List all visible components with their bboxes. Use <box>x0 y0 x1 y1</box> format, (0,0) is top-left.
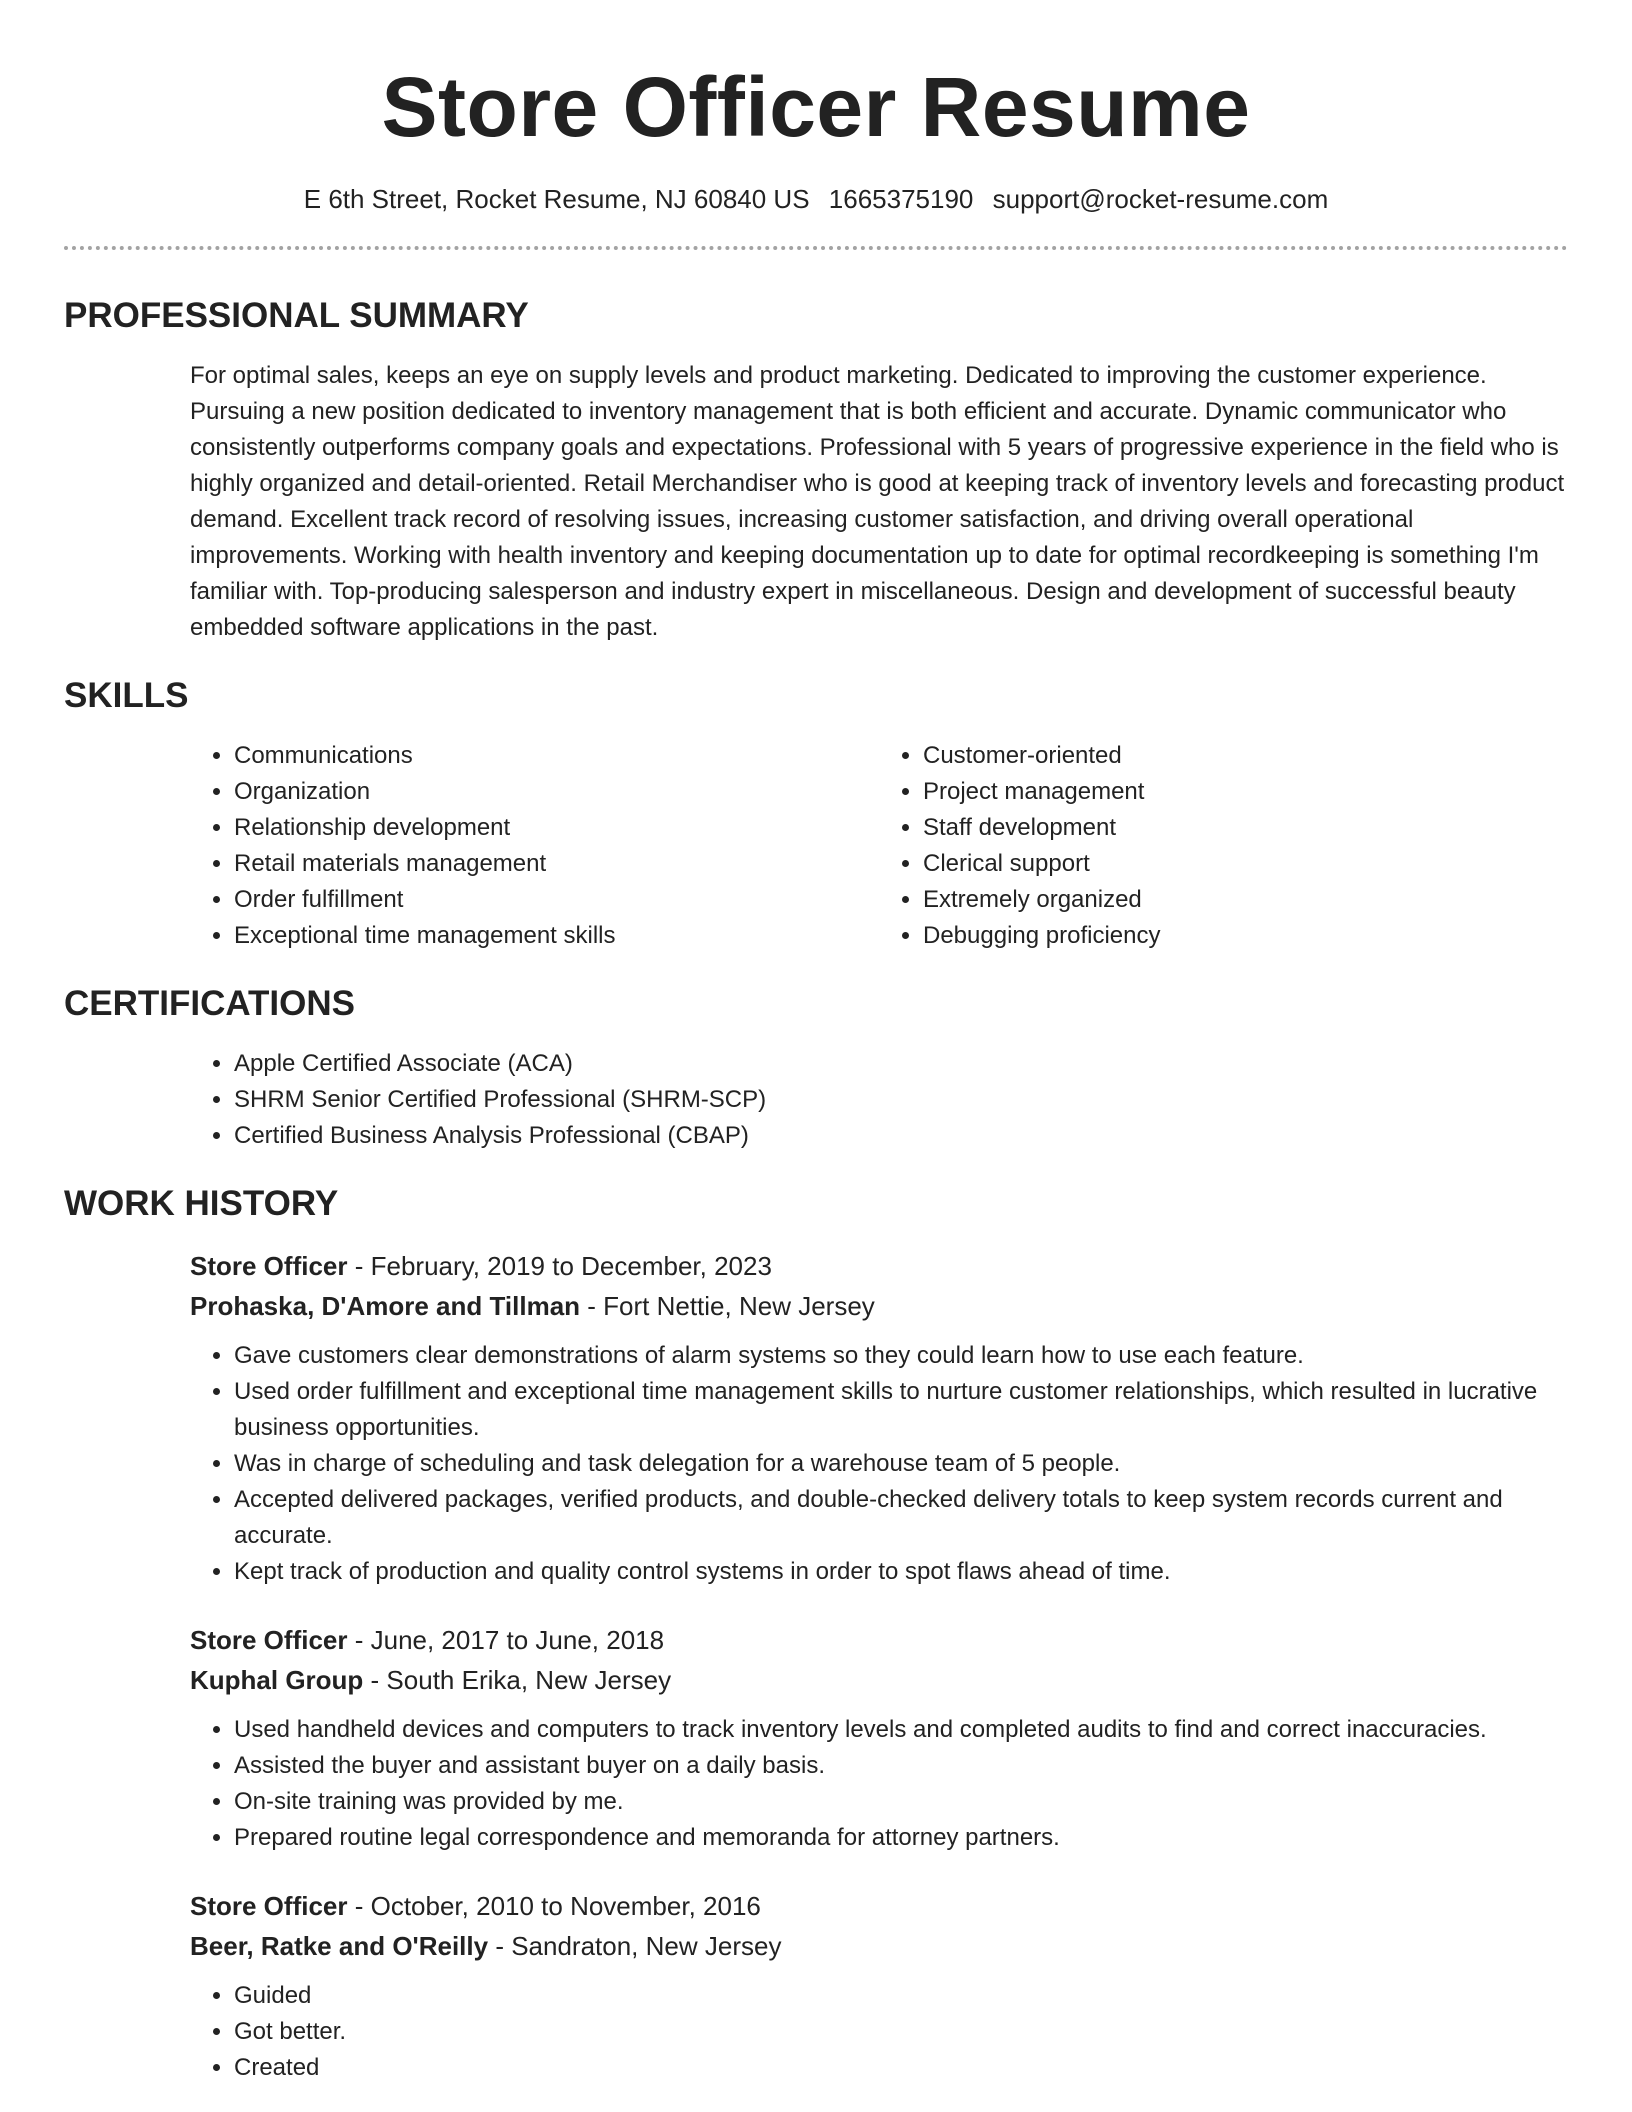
job-title: Store Officer <box>190 1625 348 1655</box>
work-history-section <box>64 1182 1568 2086</box>
certifications-heading: CERTIFICATIONS <box>64 984 356 1023</box>
job-entry <box>190 1886 1568 2086</box>
job-company: Prohaska, D'Amore and Tillman <box>190 1291 581 1321</box>
job-entry <box>190 1620 1568 1856</box>
skill-item: • Relationship development <box>234 810 879 846</box>
job-bullet: • Used order fulfillment and exceptional time management skills to nurture customer relationships, which resulted in lucrative business opportunities. <box>234 1374 1568 1446</box>
job-bullet: • Guided <box>234 1978 1568 2014</box>
skill-item: • Customer-oriented <box>923 738 1568 774</box>
job-company-line <box>190 1926 1568 1966</box>
job-bullets <box>190 1978 1568 2086</box>
work-history-heading: WORK HISTORY <box>64 1184 339 1223</box>
summary-text: For optimal sales, keeps an eye on supply levels and product marketing. Dedicated to improving the customer experience. Pursuing a new position dedicated to inventory management that is both efficient and accurate. Dynamic communicator who consistently outperforms company goals and expectations. Professional with 5 years of progressive experience in the field who is highly organized and detail-oriented. Retail Merchandiser who is good at keeping track of inventory levels and forecasting product demand. Excellent track record of resolving issues, increasing customer satisfaction, and driving overall operational improvements. Working with health inventory and keeping documentation up to date for optimal recordkeeping is something I'm familiar with. Top-producing salesperson and industry expert in miscellaneous. Design and development of successful beauty embedded software applications in the past. <box>190 362 1565 641</box>
job-company: Kuphal Group <box>190 1665 364 1695</box>
certifications-list <box>190 1046 1568 1154</box>
job-bullet: • Gave customers clear demonstrations of alarm systems so they could learn how to use each feature. <box>234 1338 1568 1374</box>
job-dates: - October, 2010 to November, 2016 <box>347 1891 761 1921</box>
job-bullet: • Kept track of production and quality control systems in order to spot flaws ahead of time. <box>234 1554 1568 1590</box>
job-title-line <box>190 1886 1568 1926</box>
skills-column-left <box>190 738 879 954</box>
job-title-line <box>190 1246 1568 1286</box>
job-title: Store Officer <box>190 1891 348 1921</box>
contact-email[interactable]: support@rocket-resume.com <box>992 184 1329 214</box>
certification-item: • Certified Business Analysis Professional (CBAP) <box>234 1118 1568 1154</box>
skill-item: • Staff development <box>923 810 1568 846</box>
skill-item: • Debugging proficiency <box>923 918 1568 954</box>
job-bullet: • Assisted the buyer and assistant buyer on a daily basis. <box>234 1748 1568 1784</box>
job-location: - Sandraton, New Jersey <box>488 1931 782 1961</box>
job-bullet: • Was in charge of scheduling and task delegation for a warehouse team of 5 people. <box>234 1446 1568 1482</box>
skill-item: • Exceptional time management skills <box>234 918 879 954</box>
contact-phone: 1665375190 <box>828 184 974 214</box>
job-entry <box>190 1246 1568 1590</box>
job-title-line <box>190 1620 1568 1660</box>
job-company-line <box>190 1660 1568 1700</box>
resume-title: Store Officer Resume <box>381 60 1251 154</box>
skills-column-right <box>879 738 1568 954</box>
job-title: Store Officer <box>190 1251 348 1281</box>
skill-item: • Communications <box>234 738 879 774</box>
job-bullet: • On-site training was provided by me. <box>234 1784 1568 1820</box>
job-company-line <box>190 1286 1568 1326</box>
header-divider <box>64 246 1568 250</box>
contact-line <box>0 182 1632 216</box>
skill-item: • Project management <box>923 774 1568 810</box>
job-bullet: • Prepared routine legal correspondence and memoranda for attorney partners. <box>234 1820 1568 1856</box>
skills-heading: SKILLS <box>64 676 189 715</box>
job-bullet: • Got better. <box>234 2014 1568 2050</box>
job-dates: - February, 2019 to December, 2023 <box>347 1251 772 1281</box>
summary-heading: PROFESSIONAL SUMMARY <box>64 296 529 335</box>
job-dates: - June, 2017 to June, 2018 <box>347 1625 665 1655</box>
job-location: - Fort Nettie, New Jersey <box>580 1291 875 1321</box>
job-bullet: • Accepted delivered packages, verified products, and double-checked delivery totals to keep system records current and accurate. <box>234 1482 1568 1554</box>
job-bullets <box>190 1712 1568 1856</box>
job-location: - South Erika, New Jersey <box>363 1665 672 1695</box>
certification-item: • Apple Certified Associate (ACA) <box>234 1046 1568 1082</box>
job-company: Beer, Ratke and O'Reilly <box>190 1931 489 1961</box>
skills-list <box>190 738 1568 954</box>
skill-item: • Retail materials management <box>234 846 879 882</box>
job-bullets <box>190 1338 1568 1590</box>
job-bullet: • Created <box>234 2050 1568 2086</box>
certification-item: • SHRM Senior Certified Professional (SHRM-SCP) <box>234 1082 1568 1118</box>
job-bullet: • Used handheld devices and computers to track inventory levels and completed audits to find and correct inaccuracies. <box>234 1712 1568 1748</box>
skills-section <box>64 674 1568 954</box>
certifications-section <box>64 982 1568 1154</box>
skill-item: • Clerical support <box>923 846 1568 882</box>
summary-section <box>64 294 1568 646</box>
skill-item: • Order fulfillment <box>234 882 879 918</box>
skill-item: • Extremely organized <box>923 882 1568 918</box>
contact-address: E 6th Street, Rocket Resume, NJ 60840 US <box>303 184 810 214</box>
skill-item: • Organization <box>234 774 879 810</box>
